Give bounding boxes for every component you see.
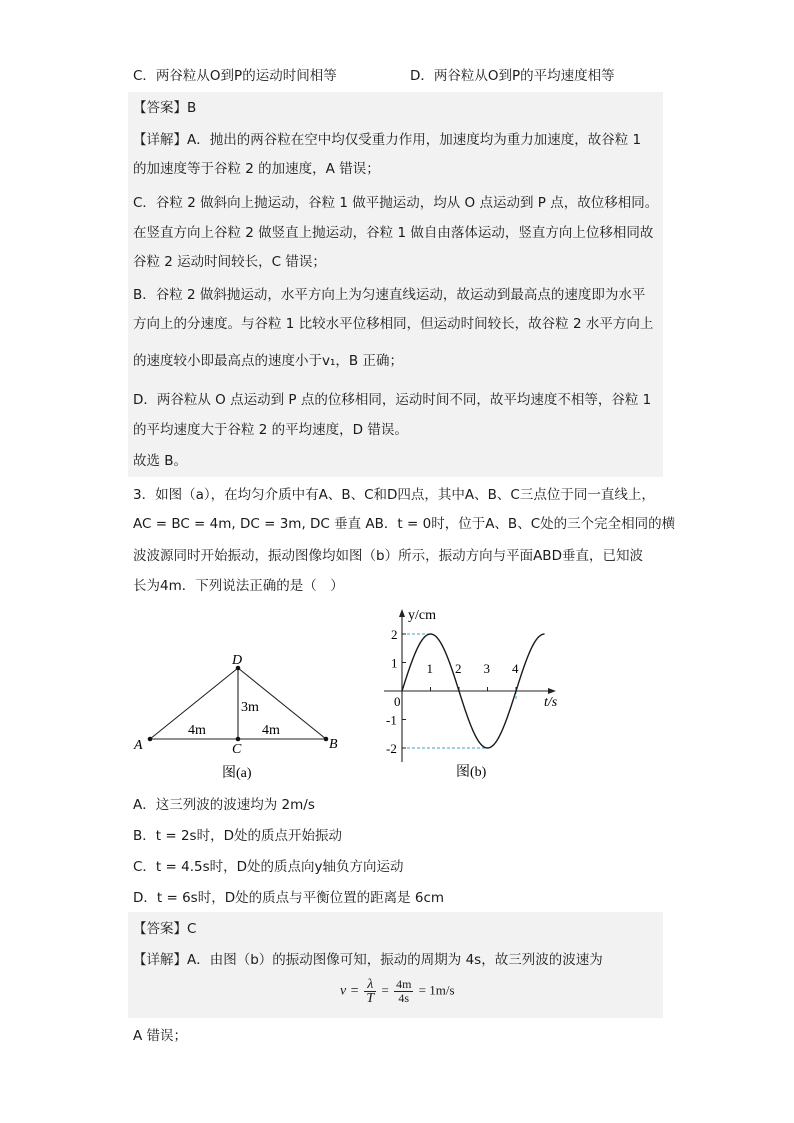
point-a <box>148 737 153 742</box>
explain-line: 【详解】A．抛出的两谷粒在空中均仅受重力作用，加速度均为重力加速度，故谷粒 1 <box>133 132 642 148</box>
option-d: D．两谷粒从O到P的平均速度相等 <box>410 68 615 84</box>
option-c: C．两谷粒从O到P的运动时间相等 <box>133 68 337 84</box>
x-tick-label: 4 <box>512 661 519 676</box>
explain-line: 的平均速度大于谷粒 2 的平均速度，D 错误。 <box>133 422 408 438</box>
fraction-4m-4s: $\frac{4m}{4s}$ <box>396 977 412 1005</box>
explain-line: 方向上的分速度。与谷粒 1 比较水平位移相同，但运动时间较长，故谷粒 2 水平方向上 <box>133 316 654 332</box>
explain-tail: A 错误； <box>133 1028 188 1044</box>
label-a: A <box>134 738 143 753</box>
explain-line: 的加速度等于谷粒 2 的加速度，A 错误； <box>133 161 380 177</box>
point-c <box>236 737 241 742</box>
x-tick-label: 3 <box>483 661 490 676</box>
explain-line: C．谷粒 2 做斜向上抛运动，谷粒 1 做平抛运动，均从 O 点运动到 P 点，故位移相同。 <box>133 195 659 211</box>
formula-rhs: = 1m/s <box>418 982 455 998</box>
option-c: C．t = 4.5s时，D处的质点向y轴负方向运动 <box>133 859 404 875</box>
x-tick-label: 1 <box>426 661 433 676</box>
label-bc: 4m <box>262 723 280 738</box>
explain-line: 的速度较小即最高点的速度小于v₁，B 正确； <box>133 353 403 369</box>
question-stem: 长为4m．下列说法正确的是（ ） <box>133 578 344 594</box>
label-b: B <box>329 737 338 752</box>
label-dc: 3m <box>241 700 259 715</box>
option-a: A．这三列波的波速均为 2m/s <box>133 797 315 813</box>
point-b <box>324 737 329 742</box>
x-axis-label: t/s <box>544 695 558 710</box>
origin-label: 0 <box>394 694 401 709</box>
explain-line: 谷粒 2 运动时间较长，C 错误； <box>133 254 326 270</box>
fraction-lambda-t: $\frac{\lambda}{T}$ <box>366 977 375 1006</box>
explain-line: D．两谷粒从 O 点运动到 P 点的位移相同，运动时间不同，故平均速度不相等，谷粒 1 <box>133 392 652 408</box>
figure-b-chart <box>360 602 570 782</box>
question-stem: AC = BC = 4m, DC = 3m, DC 垂直 AB．t = 0时，位于A、B、C处的三个完全相同的横 <box>133 516 676 532</box>
x-tick-label: 2 <box>455 661 462 676</box>
formula-lhs: v = <box>340 983 360 999</box>
question-stem: 波波源同时开始振动，振动图像均如图（b）所示，振动方向与平面ABD垂直，已知波 <box>133 548 643 564</box>
y-tick-label: -1 <box>386 712 397 728</box>
x-axis-arrow <box>548 688 556 694</box>
y-axis-arrow <box>399 609 405 617</box>
label-c: C <box>232 742 242 757</box>
figure-a <box>128 648 353 783</box>
formula <box>340 978 455 1005</box>
y-axis-label: y/cm <box>408 608 436 623</box>
y-tick-label: -2 <box>386 741 397 756</box>
explain-line: 【详解】A．由图（b）的振动图像可知，振动的周期为 4s，故三列波的波速为 <box>133 952 603 968</box>
label-d: D <box>232 653 243 668</box>
explain-line: 故选 B。 <box>133 453 188 469</box>
option-d: D．t = 6s时，D处的质点与平衡位置的距离是 6cm <box>133 890 445 906</box>
explain-line: 在竖直方向上谷粒 2 做竖直上抛运动，谷粒 1 做自由落体运动，竖直方向上位移相同故 <box>133 225 654 241</box>
label-ac: 4m <box>188 723 206 738</box>
caption-b: 图(b) <box>456 765 487 780</box>
y-tick-label: 1 <box>391 655 398 671</box>
y-tick-label: 2 <box>391 627 398 642</box>
answer: 【答案】C <box>133 921 197 937</box>
explain-line: B．谷粒 2 做斜抛运动，水平方向上为匀速直线运动，故运动到最高点的速度即为水平 <box>133 287 646 303</box>
caption-a: 图(a) <box>222 766 252 781</box>
formula-eq: = <box>381 982 389 998</box>
answer: 【答案】B <box>133 100 197 116</box>
option-b: B．t = 2s时，D处的质点开始振动 <box>133 828 342 844</box>
question-stem: 3．如图（a），在均匀介质中有A、B、C和D四点，其中A、B、C三点位于同一直线上， <box>133 487 655 503</box>
